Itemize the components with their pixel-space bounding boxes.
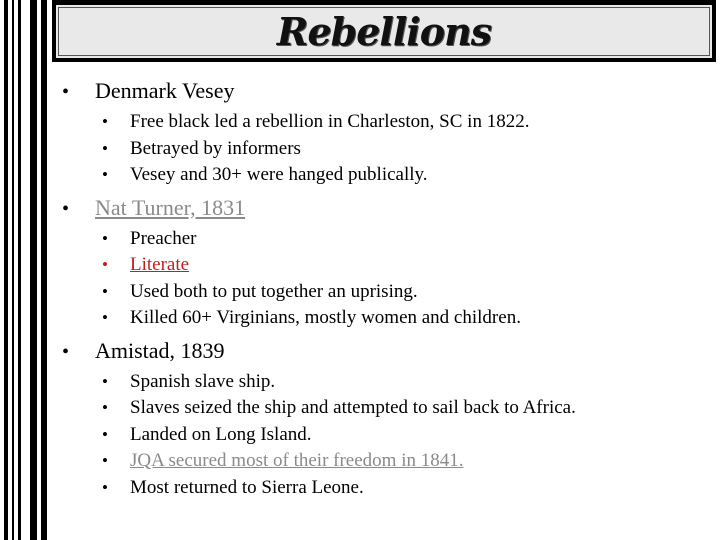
side-bar bbox=[18, 0, 21, 540]
list-item bbox=[62, 136, 712, 163]
list-item-text: Landed on Long Island. bbox=[130, 423, 312, 445]
bullet-icon: • bbox=[102, 112, 108, 131]
list-item-text: Preacher bbox=[130, 227, 197, 249]
list-item-text: Slaves seized the ship and attempted to sail back to Africa. bbox=[130, 397, 576, 418]
section-heading bbox=[62, 338, 712, 365]
list-item bbox=[62, 422, 712, 449]
bullet-icon: • bbox=[102, 424, 108, 444]
section-heading-text: Denmark Vesey bbox=[95, 78, 235, 103]
list-item bbox=[62, 369, 712, 396]
bullet-icon: • bbox=[102, 228, 108, 248]
sub-list bbox=[62, 226, 712, 332]
list-item-text: Vesey and 30+ were hanged publically. bbox=[130, 164, 428, 185]
bullet-icon: • bbox=[62, 81, 70, 103]
list-item bbox=[62, 475, 712, 502]
list-item bbox=[62, 279, 712, 306]
bullet-icon: • bbox=[102, 138, 108, 158]
sub-list bbox=[62, 369, 712, 502]
bullet-icon: • bbox=[102, 398, 108, 417]
list-item bbox=[62, 226, 712, 253]
sub-list bbox=[62, 109, 712, 189]
list-item-text: Free black led a rebellion in Charleston, SC in 1822. bbox=[130, 111, 530, 132]
side-bar bbox=[30, 0, 37, 540]
list-item-link[interactable]: Literate bbox=[130, 254, 190, 275]
bullet-icon: • bbox=[102, 281, 108, 301]
section-heading bbox=[62, 195, 712, 222]
bullet-icon: • bbox=[102, 308, 108, 327]
bullet-icon: • bbox=[102, 451, 108, 470]
title-banner bbox=[52, 0, 716, 62]
list-item-text: Used both to put together an uprising. bbox=[130, 280, 418, 302]
section-heading-text: Amistad, 1839 bbox=[95, 337, 225, 363]
list-item bbox=[62, 109, 712, 136]
list-item bbox=[62, 252, 712, 279]
side-bar bbox=[12, 0, 14, 540]
slide-body bbox=[62, 78, 712, 507]
bullet-icon: • bbox=[62, 340, 70, 363]
section-heading bbox=[62, 78, 712, 105]
bullet-icon: • bbox=[102, 477, 108, 497]
bullet-icon: • bbox=[102, 255, 108, 274]
list-item-link[interactable]: JQA secured most of their freedom in 1841. bbox=[130, 450, 464, 471]
bullet-icon: • bbox=[102, 165, 108, 184]
side-bar bbox=[41, 0, 47, 540]
list-item-text: Most returned to Sierra Leone. bbox=[130, 476, 364, 498]
list-item bbox=[62, 448, 712, 475]
side-bar bbox=[4, 0, 8, 540]
list-item bbox=[62, 305, 712, 332]
bullet-icon: • bbox=[62, 197, 70, 220]
list-item bbox=[62, 395, 712, 422]
list-item-text: Betrayed by informers bbox=[130, 137, 301, 159]
list-item bbox=[62, 162, 712, 189]
decorative-side-bars bbox=[0, 0, 50, 540]
section-heading-link[interactable]: Nat Turner, 1831 bbox=[95, 194, 246, 220]
list-item-text: Killed 60+ Virginians, mostly women and children. bbox=[130, 307, 521, 328]
slide-title: Rebellions bbox=[276, 9, 492, 54]
bullet-icon: • bbox=[102, 371, 108, 391]
list-item-text: Spanish slave ship. bbox=[130, 370, 276, 392]
